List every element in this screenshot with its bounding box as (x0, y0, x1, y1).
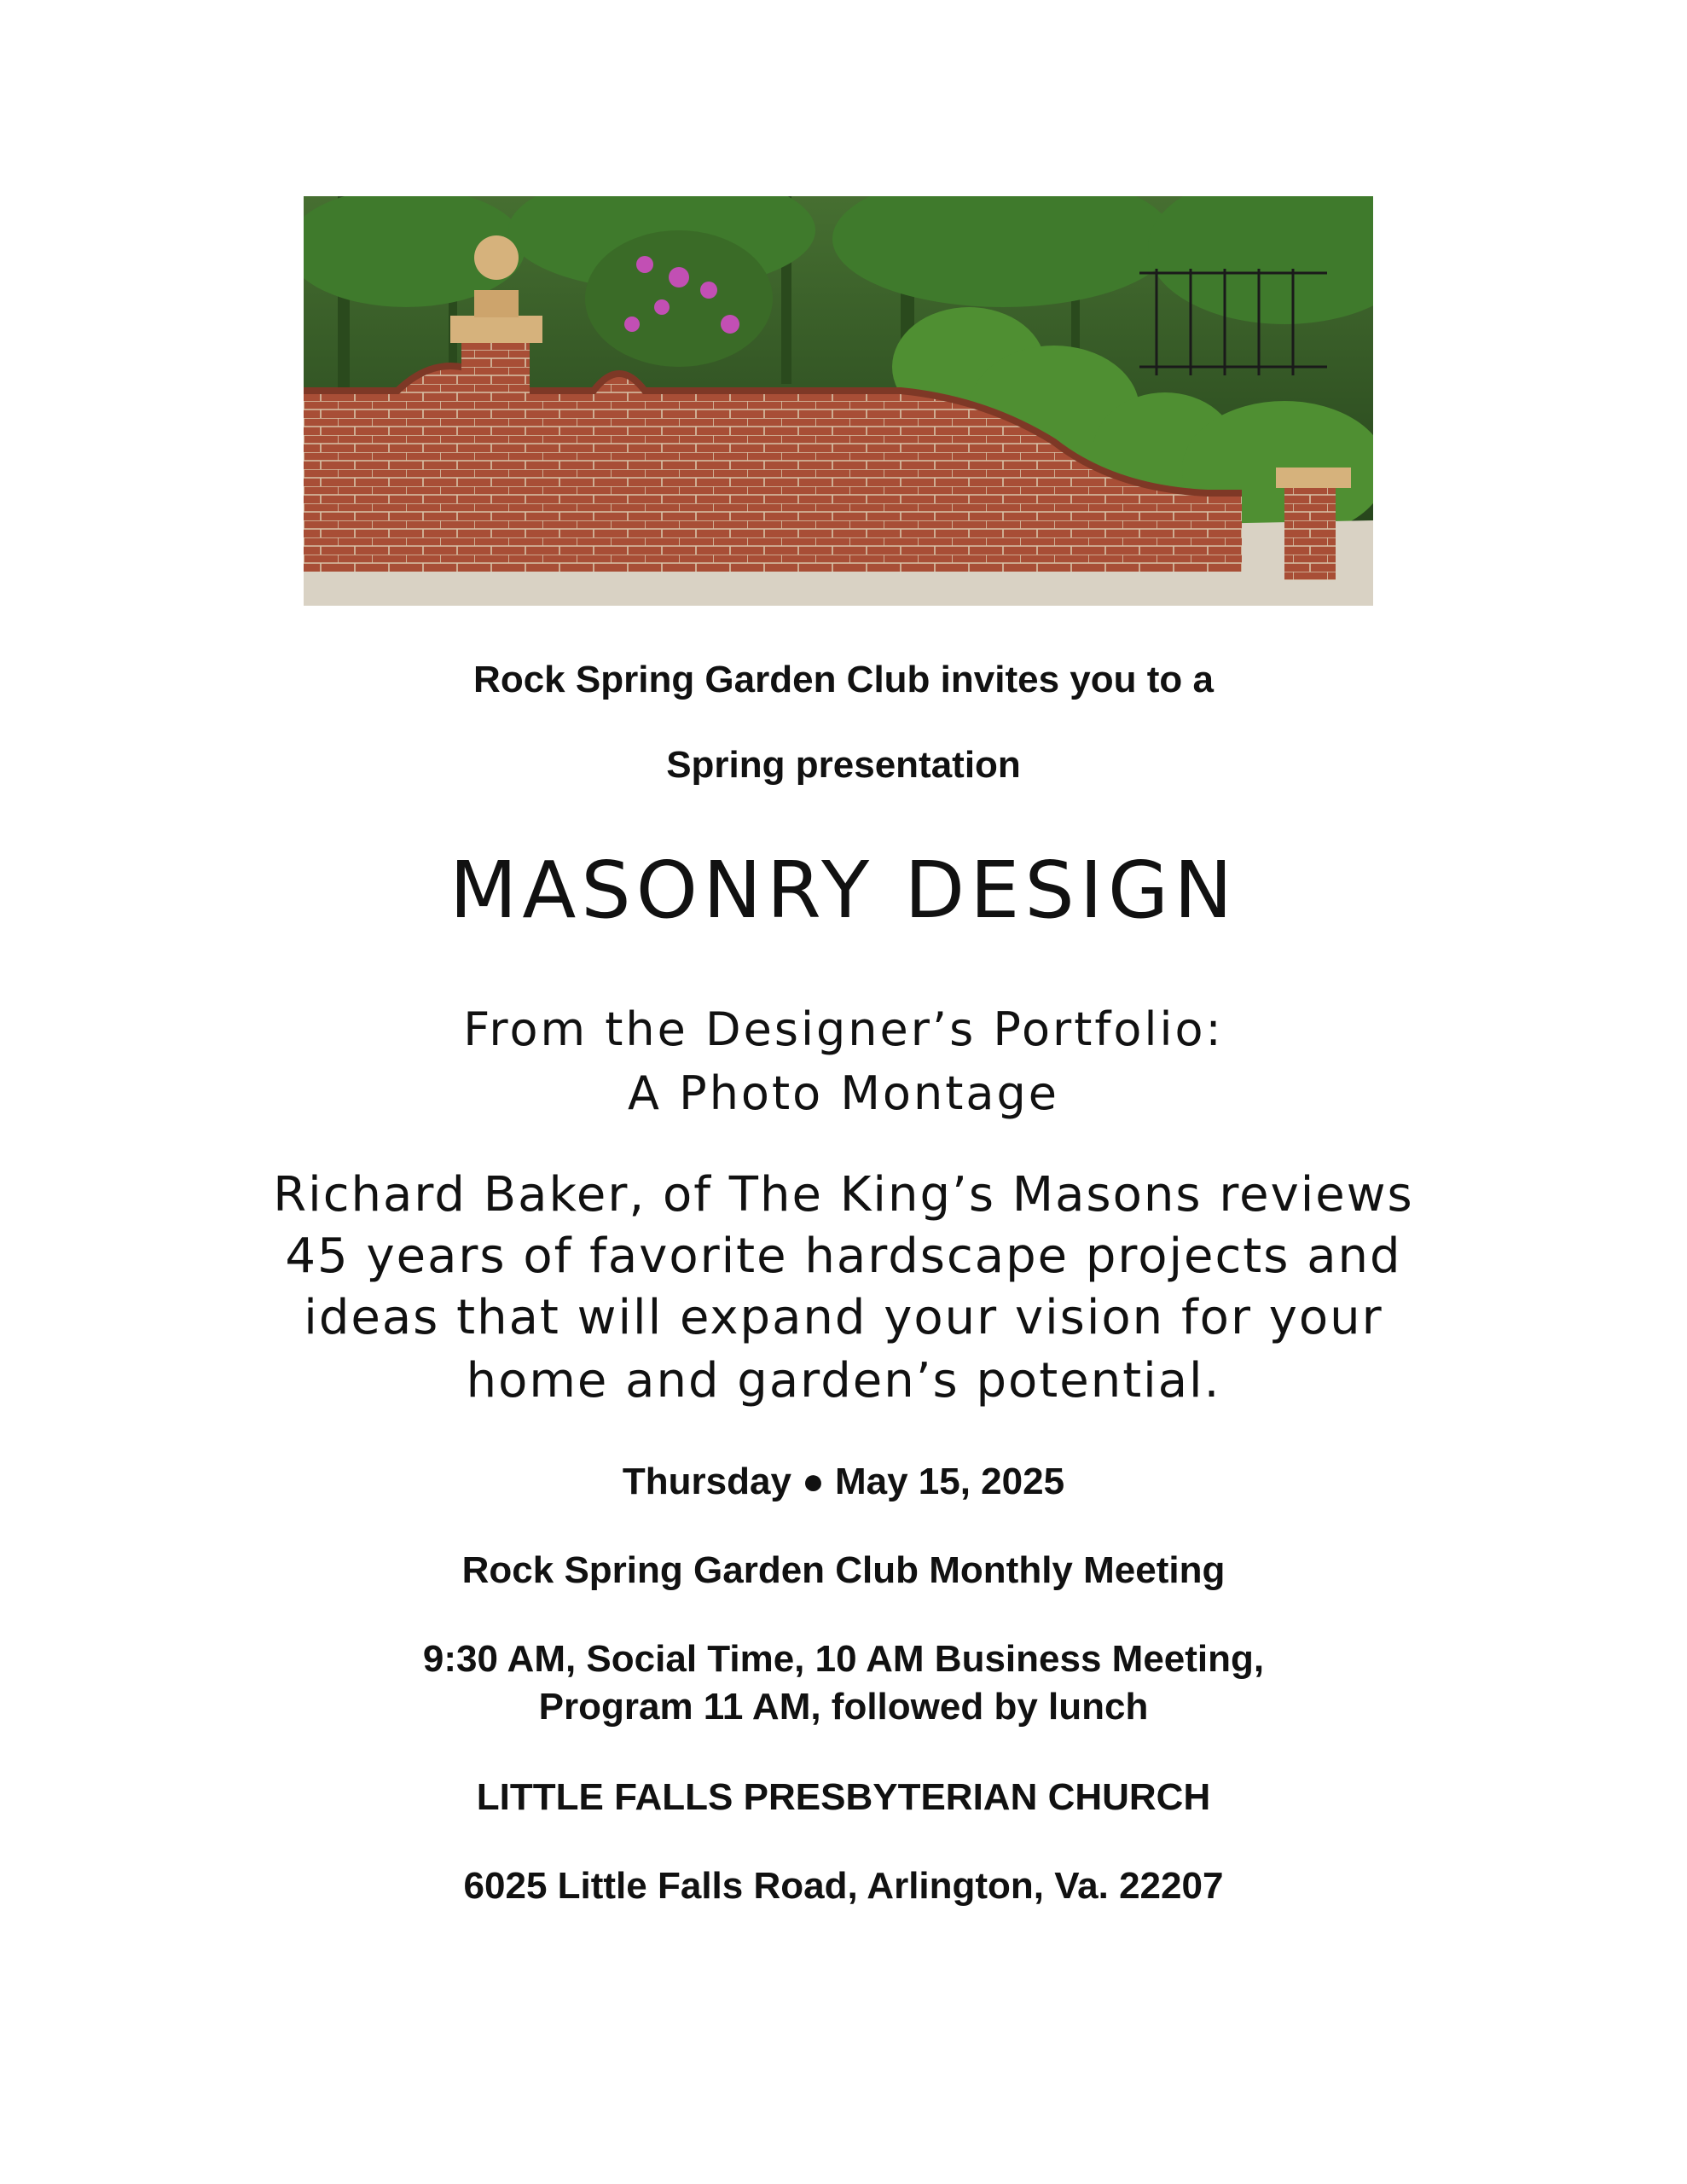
meeting-name: Rock Spring Garden Club Monthly Meeting (461, 1549, 1226, 1591)
subtitle-line-2: A Photo Montage (628, 1066, 1059, 1120)
event-date: Thursday ● May 15, 2025 (622, 1461, 1065, 1502)
subtitle-line-1: From the Designer’s Portfolio: (463, 1002, 1224, 1056)
invite-line: Rock Spring Garden Club invites you to a (473, 659, 1214, 700)
schedule-line-2: Program 11 AM, followed by lunch (538, 1686, 1149, 1728)
description-line-1: Richard Baker, of The King’s Masons reviews (273, 1167, 1414, 1223)
description-line-4: home and garden’s potential. (466, 1353, 1221, 1409)
brick-wall-photo (304, 196, 1373, 606)
page-title: MASONRY DESIGN (449, 845, 1238, 936)
venue-address: 6025 Little Falls Road, Arlington, Va. 22207 (463, 1865, 1224, 1907)
venue-name: LITTLE FALLS PRESBYTERIAN CHURCH (476, 1776, 1211, 1818)
description-line-2: 45 years of favorite hardscape projects and (285, 1228, 1402, 1284)
schedule-line-1: 9:30 AM, Social Time, 10 AM Business Meeting, (422, 1638, 1265, 1680)
description-line-3: ideas that will expand your vision for your (304, 1290, 1383, 1345)
presentation-line: Spring presentation (666, 744, 1021, 786)
